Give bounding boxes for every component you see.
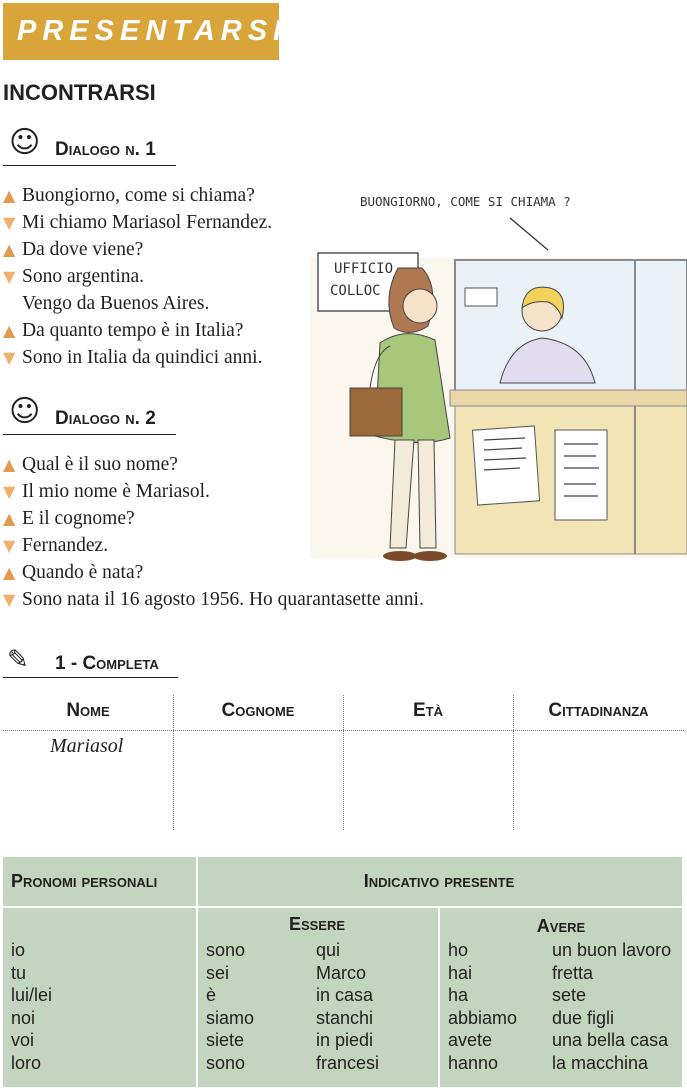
banner: [3, 3, 288, 60]
cell-eta-input[interactable]: [343, 731, 513, 830]
cell-cognome-input[interactable]: [173, 731, 343, 830]
dialog-line: [3, 182, 255, 209]
triangle-down-icon: ▼: [3, 482, 16, 501]
dialog-line: [3, 586, 424, 613]
dialog-line-text: E il cognome?: [22, 508, 135, 529]
dialog-line: [3, 317, 243, 344]
exercise-header: [3, 643, 178, 678]
dialog-line-text: Fernandez.: [22, 535, 109, 556]
dialog-line: [3, 478, 210, 505]
cell-nome-value: Mariasol: [50, 735, 124, 757]
triangle-up-icon: ▲: [3, 321, 16, 340]
essere-form-cell: siete: [206, 1030, 245, 1050]
pronoun-cell: loro: [11, 1052, 42, 1073]
dialog-line-text: Qual è il suo nome?: [22, 454, 178, 475]
smiley-icon: ☺: [9, 394, 41, 429]
dialog-line-text: Da dove viene?: [22, 239, 144, 260]
dialog-line-text: Quando è nata?: [22, 562, 144, 583]
triangle-down-icon: ▼: [3, 213, 16, 232]
essere-example-cell: stanchi: [316, 1007, 374, 1028]
dialog-line: [3, 344, 262, 371]
triangle-up-icon: ▲: [3, 455, 16, 474]
essere-form-cell: siamo: [206, 1007, 255, 1028]
column-header-cittadinanza: Cittadinanza: [548, 700, 649, 721]
avere-example-cell: sete: [552, 985, 587, 1005]
essere-example-cell: in casa: [316, 985, 374, 1005]
triangle-down-icon: ▼: [3, 536, 16, 555]
cell-cittadinanza-input[interactable]: [513, 731, 684, 830]
dialog1-title: Dialogo n. 1: [55, 139, 156, 160]
essere-form-cell: sono: [206, 940, 246, 960]
dialog1-header: [3, 127, 176, 166]
indicativo-header: Indicativo presente: [363, 871, 515, 891]
dialog-line: [3, 505, 135, 532]
triangle-up-icon: ▲: [3, 240, 16, 259]
avere-form-cell: ha: [448, 985, 469, 1005]
section-title: INCONTRARSI: [3, 80, 156, 105]
dialog-line: [3, 209, 272, 236]
dialog-line-text: Mi chiamo Mariasol Fernandez.: [22, 212, 273, 233]
sign-text-1: UFFICIO: [334, 261, 394, 277]
sign-text-2: COLLOC: [330, 283, 381, 299]
essere-example-cell: Marco: [316, 962, 367, 983]
triangle-down-icon: ▼: [3, 590, 16, 609]
avere-example-cell: una bella casa: [552, 1030, 669, 1050]
speech-bubble-text: BUONGIORNO, COME SI CHIAMA ?: [360, 194, 571, 209]
pronoun-cell: tu: [11, 962, 27, 983]
office-illustration: [310, 178, 687, 570]
exercise-title: 1 - Completa: [55, 653, 159, 674]
essere-form-cell: sei: [206, 962, 230, 983]
dialog-line: [3, 263, 144, 290]
avere-header: Avere: [536, 916, 586, 936]
avere-example-cell: fretta: [552, 962, 594, 983]
banner-title: PRESENTARSI: [17, 15, 288, 47]
dialog-line-text: Sono nata il 16 agosto 1956. Ho quarantasette anni.: [22, 589, 424, 610]
essere-form-cell: è: [206, 985, 217, 1005]
dialog-line-text: Il mio nome è Mariasol.: [22, 481, 210, 502]
triangle-up-icon: ▲: [3, 509, 16, 528]
avere-form-cell: avete: [448, 1030, 493, 1050]
pronoun-cell: io: [11, 940, 26, 960]
column-header-nome: Nome: [66, 700, 110, 721]
dialog-line-text: Sono argentina.: [22, 266, 145, 287]
dialog-line-text: Sono in Italia da quindici anni.: [22, 347, 263, 368]
triangle-up-icon: ▲: [3, 563, 16, 582]
dialog-line: [3, 236, 143, 263]
triangle-up-icon: ▲: [3, 186, 16, 205]
triangle-down-icon: ▼: [3, 348, 16, 367]
dialog-line: [3, 290, 209, 317]
dialog-line: [3, 451, 178, 478]
dialog2-title: Dialogo n. 2: [55, 408, 156, 429]
smiley-icon: ☺: [9, 125, 41, 160]
avere-example-cell: due figli: [552, 1007, 615, 1028]
table-divider: [3, 906, 682, 908]
grammar-table: [3, 857, 682, 1087]
avere-form-cell: abbiamo: [448, 1007, 518, 1028]
dialog-line-text: Da quanto tempo è in Italia?: [22, 320, 244, 341]
essere-header: Essere: [288, 914, 346, 934]
column-header-eta: Età: [412, 700, 443, 721]
dialog-line-text: Vengo da Buenos Aires.: [22, 293, 210, 314]
avere-form-cell: ho: [448, 940, 469, 960]
pronoun-cell: noi: [11, 1007, 36, 1028]
essere-example-cell: francesi: [316, 1052, 380, 1073]
column-header-cognome: Cognome: [221, 700, 295, 721]
essere-form-cell: sono: [206, 1052, 246, 1073]
pronoun-cell: lui/lei: [11, 985, 53, 1005]
avere-example-cell: un buon lavoro: [552, 940, 672, 960]
avere-form-cell: hai: [448, 962, 473, 983]
pencil-icon: ✎: [7, 645, 29, 675]
pronoun-cell: voi: [11, 1030, 35, 1050]
dialog-line-text: Buongiorno, come si chiama?: [22, 185, 255, 206]
triangle-down-icon: ▼: [3, 267, 16, 286]
exercise-table: [3, 695, 684, 830]
dialog-line: [3, 532, 108, 559]
dialog2-header: [3, 396, 176, 435]
avere-form-cell: hanno: [448, 1052, 499, 1073]
dialog-line: [3, 559, 143, 586]
avere-example-cell: la macchina: [552, 1052, 649, 1073]
essere-example-cell: qui: [316, 940, 341, 960]
pronouns-header: Pronomi personali: [11, 871, 158, 891]
essere-example-cell: in piedi: [316, 1030, 374, 1050]
